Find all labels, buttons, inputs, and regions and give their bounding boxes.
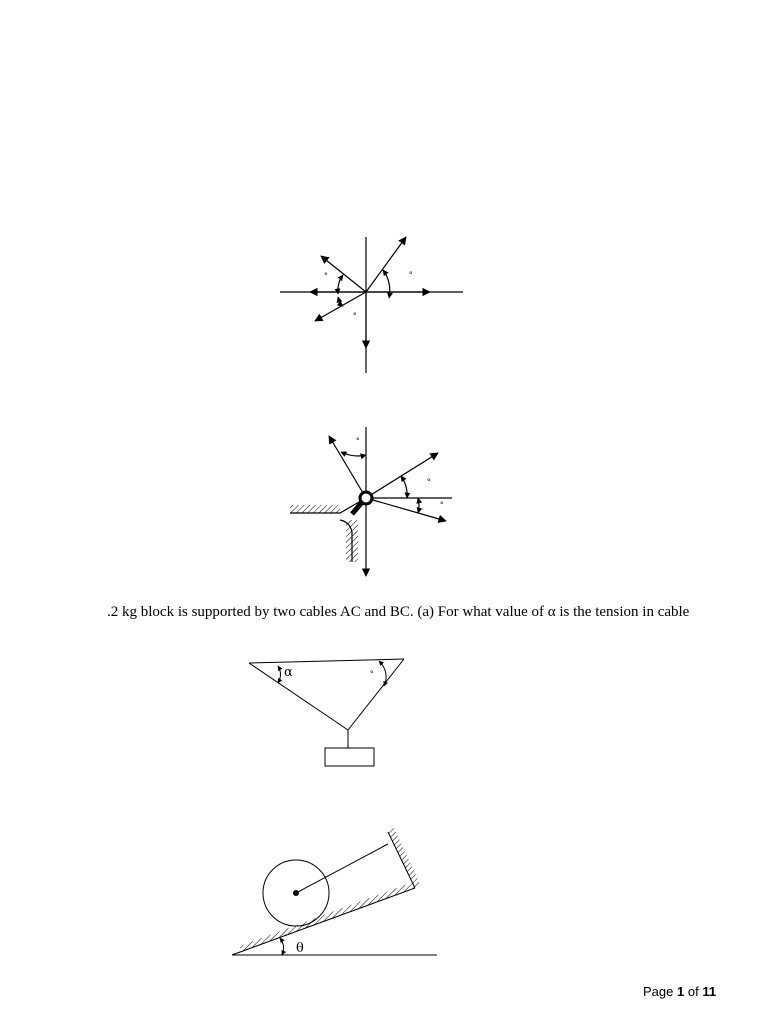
alpha-label: α <box>284 665 293 680</box>
degree-mark: ° <box>353 311 357 321</box>
current-page: 1 <box>677 984 685 999</box>
cable-diagram <box>249 659 404 766</box>
degree-mark: ° <box>324 271 328 281</box>
ring <box>360 492 372 504</box>
degree-mark: ° <box>370 669 374 679</box>
degree-mark: ° <box>440 500 444 510</box>
incline-hatch <box>240 882 415 952</box>
incline-diagram <box>232 832 437 955</box>
page-prefix: Page <box>643 984 674 999</box>
problem-statement: .2 kg block is supported by two cables AC and BC. (a) For what value of α is the tension in cable <box>107 604 690 620</box>
force-diagram-1 <box>280 237 463 373</box>
theta-label: θ <box>296 941 304 956</box>
of-label: of <box>687 984 699 999</box>
degree-mark: ° <box>409 270 413 280</box>
wall-hatch <box>290 505 340 513</box>
degree-mark: ° <box>356 436 360 446</box>
cylinder-center <box>293 890 299 896</box>
wall-hatch <box>388 828 421 888</box>
page-footer <box>643 984 716 999</box>
total-pages: 11 <box>702 984 717 999</box>
degree-mark: ° <box>427 477 431 487</box>
wall-hatch <box>346 520 358 562</box>
